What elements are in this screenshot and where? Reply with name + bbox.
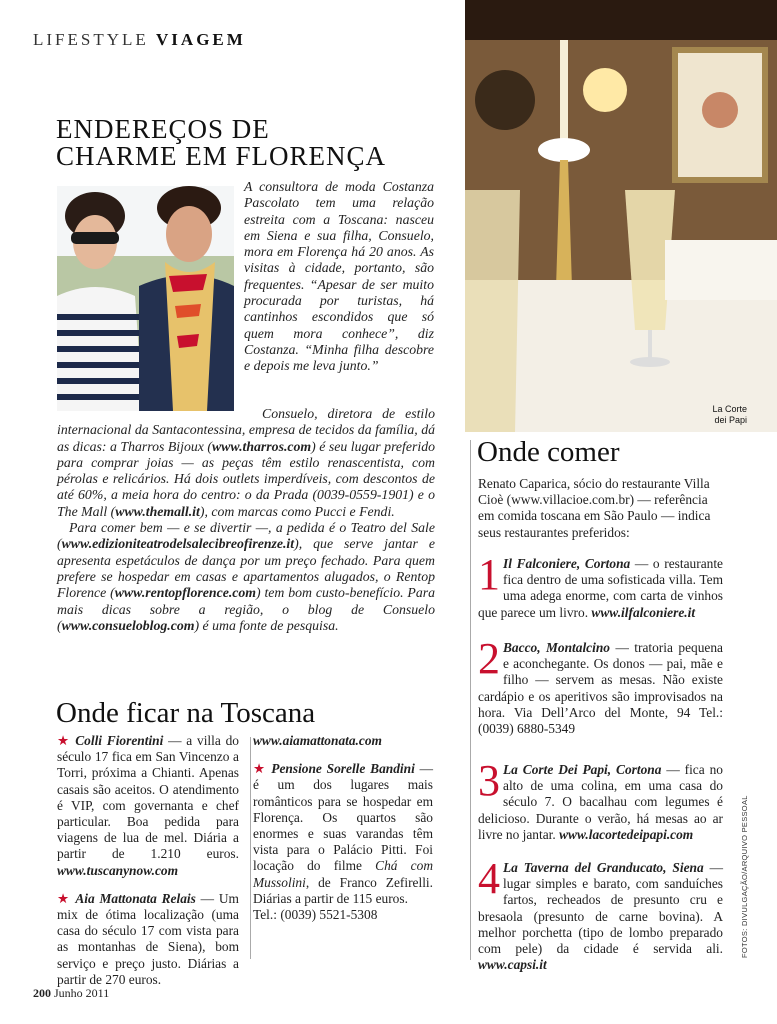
ficar-item-2: ★ Aia Mattonata Relais — Um mix de ótima localização (uma casa do século 17 com vista para as montanhas de Siena), bom serviço e preço justo. Diárias a partir de 270 euros. — [57, 890, 239, 987]
link-tuscanynow[interactable]: www.tuscanynow.com — [57, 862, 179, 878]
star-icon: ★ — [57, 890, 71, 906]
link-ilfalconiere[interactable]: www.ilfalconiere.it — [591, 604, 696, 620]
column-divider-comer — [470, 440, 471, 960]
title-line-1: ENDEREÇOS DE — [56, 114, 270, 144]
intro-paragraph-2: Consuelo, diretora de estilo internacional da Santacontessina, empresa de tecidos da família, dá as dicas: a Tharros Bijoux (www.tharros.com) é seu lugar preferido para comprar joias — as peças têm estilo renascentista, com pérolas e relicários. Há dois outlets imperdíveis, com descontos de até 60%, a meia hora do centro: o da Prada (0039-0559-1901) e o The Mall (www.themall.it), com marcas como Pucci e Fendi. — [57, 406, 436, 519]
comer-intro: Renato Caparica, sócio do restaurante Villa Cioè (www.villacioe.com.br) — referência em comida toscana em São Paulo — indica seus restaurantes preferidos: — [478, 476, 711, 540]
page-number: 200 — [33, 986, 51, 1000]
intro-continuation — [57, 406, 435, 634]
issue-date: Junho 2011 — [54, 986, 110, 1000]
ficar-column-right — [253, 733, 433, 923]
page-footer — [33, 986, 109, 1001]
star-icon: ★ — [57, 733, 71, 748]
restaurant-photo — [465, 0, 777, 432]
intro-paragraph: A consultora de moda Costanza Pascolato tem uma relação estreita com a Toscana: nasceu em Siena e sua filha, Consuelo, mora em Florença há 20 anos. As visitas à cidade, portanto, são frequentes. “Apesar de ser muito procurada por turistas, há cantinhos escondidos que só quem mora conhece”, diz Costanza. “Minha filha descobre e depois me leva junto.” — [244, 179, 434, 374]
photo-credit: FOTOS: DIVULGAÇÃO/ARQUIVO PESSOAL — [740, 795, 749, 958]
number-1: 1 — [478, 550, 500, 599]
portrait-photo — [57, 186, 234, 411]
section-tag — [33, 30, 246, 50]
comer-heading: Onde comer — [477, 436, 620, 468]
page-title — [56, 116, 436, 170]
link-lacortedeipapi[interactable]: www.lacortedeipapi.com — [559, 826, 694, 842]
intro-paragraph-3: Para comer bem — e se divertir —, a pedida é o Teatro del Sale (www.edizioniteatrodelsalecibreofirenze.it), que serve jantar e apresenta espetáculos de dança por um preço fechado. Para quem prefere se hospedar em casas e apartamentos alugados, o Rentop Florence (www.rentopflorence.com) tem bom custo-benefício. Para mais dicas sobre a região, o blog de Consuelo (www.consueloblog.com) é uma fonte de pesquisa. — [57, 520, 435, 633]
link-tharros[interactable]: www.tharros.com — [211, 438, 312, 454]
title-line-2: CHARME EM FLORENÇA — [56, 141, 387, 171]
photo-caption: La Corte dei Papi — [712, 404, 747, 425]
link-capsi[interactable]: www.capsi.it — [478, 957, 547, 973]
ficar-item-1: ★ Colli Fiorentini — a villa do século 17 fica em San Vincenzo a Torri, próxima a Chianti. Apenas casais são aceitos. O atendimento é VIP, com governanta e chef particular. Boa pedida para viagens de lua de mel. Diária a partir de 1.210 euros. www.tuscanynow.com — [57, 733, 239, 878]
star-icon: ★ — [253, 761, 267, 777]
ficar-heading: Onde ficar na Toscana — [56, 697, 316, 729]
link-consueloblog[interactable]: www.consueloblog.com — [61, 617, 195, 633]
link-themall[interactable]: www.themall.it — [115, 503, 200, 519]
link-teatro[interactable]: www.edizioniteatrodelsalecibreofirenze.it — [61, 536, 295, 552]
section-label: LIFESTYLE — [33, 30, 149, 49]
subsection-label: VIAGEM — [156, 30, 246, 49]
ficar-item-2-cont — [253, 733, 433, 749]
ficar-item-3: ★ Pensione Sorelle Bandini — é um dos lugares mais românticos para se hospedar em Florença. Os quartos são enormes e suas varandas têm vista para o Palácio Pitti. Foi locação do filme Chá com Mussolini, de Franco Zefirelli. Diárias a partir de 115 euros. Tel.: (0039) 5521-5308 — [253, 761, 434, 923]
link-rentop[interactable]: www.rentopflorence.com — [114, 585, 257, 601]
link-aiamattonata[interactable]: www.aiamattonata.com — [253, 733, 382, 748]
number-3: 3 — [478, 756, 500, 805]
column-divider — [250, 737, 251, 959]
comer-item-3: 3 La Corte Dei Papi, Cortona — fica no alto de uma colina, em uma casa do século 7. O bacalhau com legumes é delicioso. Durante o verão, há mesas ao ar livre no jantar. www.lacortedeipapi.com — [478, 756, 723, 842]
number-2: 2 — [478, 634, 500, 683]
number-4: 4 — [478, 854, 500, 903]
comer-item-4: 4 La Taverna del Granducato, Siena — lugar simples e barato, com sanduíches fartos, recheados de presunto cru e bresaola (presunto de carne bovina). A melhor porchetta (tipo de lombo preparado com pele) da cidade é servida ali. www.capsi.it — [478, 854, 723, 973]
ficar-column-left — [57, 733, 239, 988]
comer-item-1: 1 Il Falconiere, Cortona — o restaurante fica dentro de uma sofisticada villa. Tem uma adega enorme, com carta de vinhos que parece um livro. www.ilfalconiere.it — [478, 550, 723, 620]
comer-item-2: 2 Bacco, Montalcino — tratoria pequena e aconchegante. Os donos — pai, mãe e filho — servem as mesas. Não existe cardápio e os aperitivos são improvisados na hora. Via Dell’Arco del Monte, 94 Tel.: (0039) 6880-5349 — [478, 634, 723, 737]
